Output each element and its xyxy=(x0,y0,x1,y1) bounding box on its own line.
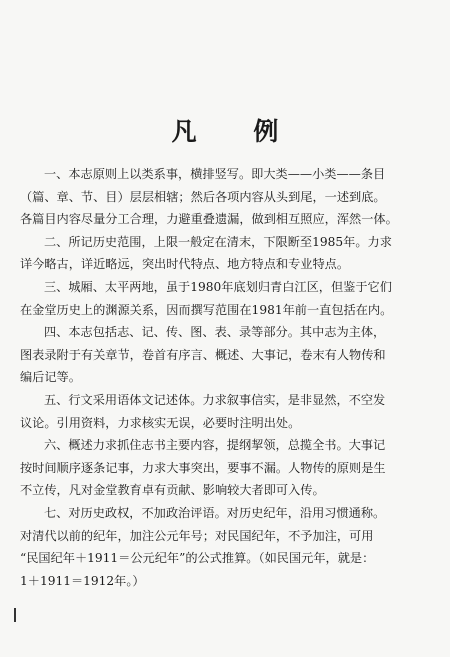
document-body xyxy=(20,163,434,592)
text-line: 各篇目内容尽量分工合理，力避重叠遗漏，做到相互照应，浑然一体。 xyxy=(20,212,398,227)
text-line: 五、行文采用语体文记述体。力求叙事信实，是非显然，不空发 xyxy=(44,392,386,407)
text-line: 七、对历史政权，不加政治评语。对历史纪年，沿用习惯通称。 xyxy=(44,505,386,520)
text-line: 六、概述力求抓住志书主要内容，提纲挈领，总揽全书。大事记 xyxy=(44,438,386,453)
text-line: 议论。引用资料，力求核实无误，必要时注明出处。 xyxy=(20,415,301,430)
text-line: 四、本志包括志、记、传、图、表、录等部分。其中志为主体， xyxy=(44,325,386,340)
text-line: 二、所记历史范围，上限一般定在清末，下限断至1985年。力求 xyxy=(44,234,392,249)
text-line: “民国纪年＋1911＝公元纪年”的公式推算。（如民国元年，就是： xyxy=(20,551,375,566)
text-line: 1＋1911＝1912年。） xyxy=(20,573,145,588)
text-line: （篇、章、节、目）层层相辖；然后各项内容从头到尾，一述到底。 xyxy=(20,189,386,204)
text-line: 在金堂历史上的渊源关系，因而撰写范围在1981年前一直包括在内。 xyxy=(20,302,393,317)
text-line: 三、城厢、太平两地，虽于1980年底划归青白江区，但鉴于它们 xyxy=(44,279,392,294)
text-line: 详今略古，详近略远，突出时代特点、地方特点和专业特点。 xyxy=(20,257,350,272)
text-line: 按时间顺序逐条记事，力求大事突出，要事不漏。人物传的原则是生 xyxy=(20,460,386,475)
text-line: 对清代以前的纪年，加注公元年号；对民国纪年，不予加注，可用 xyxy=(20,528,374,543)
text-line: 一、本志原则上以类系事，横排竖写。即大类——小类——条目 xyxy=(44,167,386,181)
text-line: 图表录附于有关章节，卷首有序言、概述、大事记，卷末有人物传和 xyxy=(20,347,386,362)
text-line: 编后记等。 xyxy=(20,370,81,385)
page-edge-mark xyxy=(14,608,16,622)
text-line: 不立传，凡对金堂教育卓有贡献、影响较大者即可入传。 xyxy=(20,483,325,498)
page-title: 凡 例 xyxy=(171,117,303,146)
